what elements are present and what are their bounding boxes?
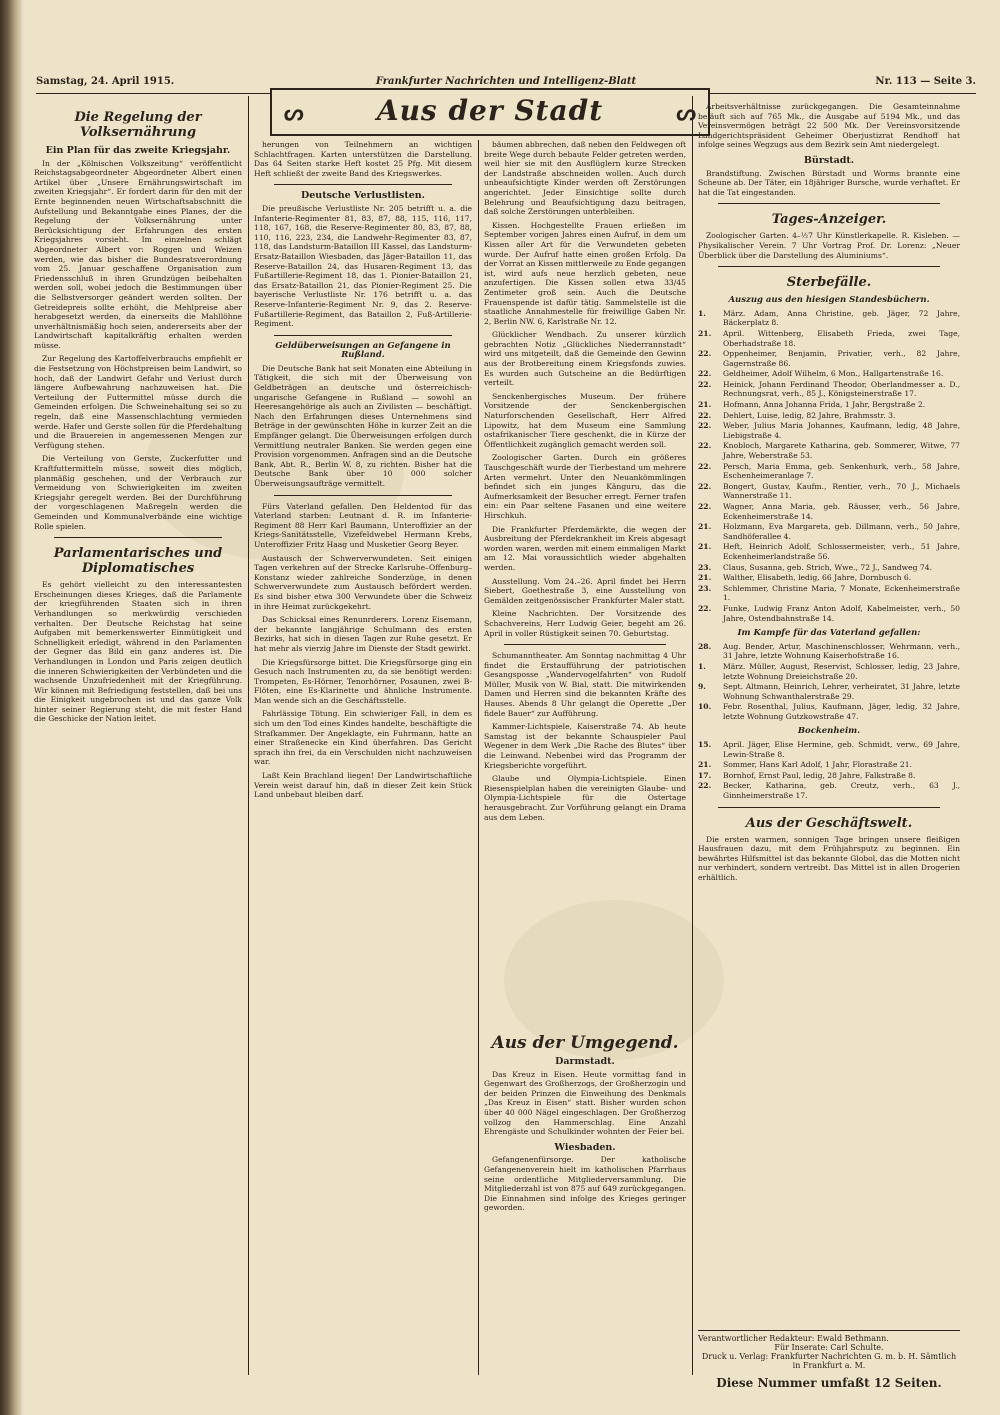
book-binding (0, 0, 22, 1415)
notice-text: März. Müller, August, Reservist, Schlosser, ledig, 23 Jahre, letzte Wohnung Dreieichstraße 20. (723, 661, 960, 681)
notice-date: 10. (698, 702, 712, 712)
header-masthead: Frankfurter Nachrichten und Intelligenz-Blatt (375, 76, 637, 87)
notice-date: 28. (698, 641, 712, 651)
newspaper-page (24, 0, 1000, 1415)
notice-date: 22. (698, 603, 712, 613)
article-paragraph: Fahrlässige Tötung. Ein schwieriger Fall, in dem es sich um den Tod eines Kindes handelte, beschäftigte die Strafkammer. Der Angeklagte, ein Fuhrmann, hatte an einer Straßenecke ein Kind überfahren. Das Gericht sprach ihn frei, da ein Verschulden nicht nachzuweisen war. (254, 709, 472, 767)
notice-text: Dehlert, Luise, ledig, 82 Jahre, Brahmsstr. 3. (723, 410, 896, 420)
section-subheadline: Bockenheim. (797, 726, 861, 737)
notice-text: Becker, Katharina, geb. Creutz, verh., 63 J., Ginnheimerstraße 17. (723, 781, 960, 801)
column-4 (698, 102, 960, 1323)
dateline: Wiesbaden. (554, 1141, 616, 1153)
notice-entry (698, 309, 960, 328)
notice-text: Oppenheimer, Benjamin, Privatier, verh., 82 Jahre, Gagernstraße 86. (723, 349, 960, 368)
notice-date: 21. (698, 328, 712, 338)
notice-date: 22. (698, 369, 712, 379)
article-paragraph: Glücklicher Wendbach. Zu unserer kürzlich gebrachten Notiz „Glückliches Niederrannstadt“ wird uns mitgeteilt, daß die Gemeinde den Gewinn aus der Brotbereitung einem Kriegsfonds zuwies. Es wurden auch Gutscheine an die Bedürftigen verteilt. (484, 330, 686, 388)
notice-text: Wagner, Anna Maria, geb. Räusser, verh., 56 Jahre, Eckenheimerstraße 14. (723, 502, 960, 521)
notice-date: 9. (698, 682, 706, 692)
notice-date: 23. (698, 583, 712, 593)
notice-text: Sommer, Hans Karl Adolf, 1 Jahr, Florastraße 21. (723, 760, 912, 770)
article-paragraph: Glaube und Olympia-Lichtspiele. Einen Riesenspielplan haben die vereinigten Glaube- und Olympia-Lichtspiele für die Ostertage herausgebracht. Zur Vorführung gelangt ein Drama aus dem Leben. (484, 774, 686, 822)
article-paragraph: Gefangenenfürsorge. Der katholische Gefangenenverein hielt im katholischen Pfarrhaus seine ordentliche Mitgliederversammlung. Die Mitgliederzahl ist von 875 auf 649 zurückgegangen. Die Einnahmen sind infolge des Krieges geringer geworden. (484, 1155, 686, 1213)
notice-date: 22. (698, 410, 712, 420)
notice-entry (698, 421, 960, 440)
notice-entry (698, 573, 960, 583)
notice-entry (698, 682, 960, 701)
notice-date: 22. (698, 349, 712, 359)
section-headline: Tages-Anzeiger. (771, 212, 887, 228)
header-issue: Nr. 113 — Seite 3. (875, 76, 976, 87)
notice-text: Walther, Elisabeth, ledig, 66 Jahre, Dornbusch 6. (723, 573, 912, 583)
notice-date: 22. (698, 781, 712, 791)
column-3 (484, 140, 686, 1020)
dateline: Bürstadt. (803, 154, 855, 166)
article-paragraph: Die ersten warmen, sonnigen Tage bringen unsere fleißigen Hausfrauen dazu, mit dem Frühjahrsputz zu beginnen. Ein bewährtes Hilfsmittel ist das bekannte Globol, das die Motten nicht nur verhindert, sondern vertreibt. Das Mittel ist in allen Drogerien erhältlich. (698, 834, 960, 882)
notice-date: 22. (698, 441, 712, 451)
notice-text: Bongert, Gustav, Kaufm., Rentier, verh., 70 J., Michaels Wannerstraße 11. (723, 481, 960, 501)
article-paragraph: Das Schicksal eines Renunrderers. Lorenz Eisemann, der bekannte langjährige Schulmann des ersten Bezirks, hat sich in diesen Tagen zur Ruhe gesetzt. Er hat mehr als vierzig Jahre im Dienste der Stadt gewirkt. (254, 615, 472, 653)
article-paragraph: Laßt Kein Brachland liegen! Der Landwirtschaftliche Verein weist darauf hin, daß in dieser Zeit kein Stück Land unbebaut bleiben darf. (254, 771, 472, 800)
article-paragraph: Die Verteilung von Gerste, Zuckerfutter und Kraftfuttermitteln müsse, soweit dies möglich, planmäßig geschehen, und der Verbrauch zur Vermeidung von Schwierigkeiten im zweiten Kriegsjahr geregelt werden. Bei der Durchführung der vorgeschlagenen Maßregeln werden die Gemeinden und Kommunalverbände eine wichtige Rolle spielen. (34, 454, 242, 531)
notice-text: Knobloch, Margarete Katharina, geb. Sommerer, Witwe, 77 Jahre, Weberstraße 53. (723, 441, 960, 461)
column-3-lower (484, 1028, 686, 1375)
notice-entry (698, 781, 960, 800)
article-paragraph: Zoologischer Garten. 4–½7 Uhr Künstlerkapelle. R. Kisleben. — Physikalischer Verein. 7 Uhr Vortrag Prof. Dr. Lorenz: „Neuer Überblick über die Darstellung des Aluminiums“. (698, 231, 960, 260)
page-count-notice: Diese Nummer umfaßt 12 Seiten. (716, 1376, 942, 1390)
notice-entry (698, 411, 960, 421)
notice-text: Heft, Heinrich Adolf, Schlossermeister, verh., 51 Jahre, Eckenheimerlandstraße 56. (723, 542, 960, 561)
section-subheadline: Auszug aus den hiesigen Standesbüchern. (728, 295, 930, 306)
article-paragraph: Austausch der Schwerverwundeten. Seit einigen Tagen verkehren auf der Strecke Karlsruhe–Offenburg–Konstanz wieder zahlreiche Sonderzüge, in denen Schwerverwundete zum Austausch befördert werden. Es sind bisher etwa 300 Verwundete über die Schweiz in ihre Heimat zurückgekehrt. (254, 553, 472, 611)
bockenheim-list (698, 740, 960, 801)
article-paragraph: Zoologischer Garten. Durch ein größeres Tauschgeschäft wurde der Tierbestand um mehrere Arten vermehrt. Unter den Neuankömmlingen befindet sich ein junges Känguru, das die Aufmerksamkeit der Besucher erregt. Ferner trafen ein: ein Paar seltene Fasanen und eine weitere Hirschkuh. (484, 453, 686, 520)
column-rule (692, 96, 693, 1375)
article-headline: Deutsche Verlustlisten. (301, 190, 425, 202)
notice-entry (698, 369, 960, 379)
notice-text: April. Wittenberg, Elisabeth Frieda, zwei Tage, Oberhadstraße 18. (723, 328, 960, 348)
article-paragraph: Kammer-Lichtspiele, Kaiserstraße 74. Ab heute Samstag ist der bekannte Schauspieler Paul Wegener in dem Werk „Die Rache des Blutes“ über die Leinwand. Nebenbei wird das Programm der Kriegsberichte vorgeführt. (484, 722, 686, 770)
article-paragraph: Die Kriegsfürsorge bittet. Die Kriegsfürsorge ging ein Gesuch nach Instrumenten zu, da sie benötigt werden: Trompeten, Es-Hörner, Tenorhörner, Posaunen, zwei B-Flöten, eine Es-Klarinette und ähnliche Instrumente. Man wende sich an die Geschäftsstelle. (254, 657, 472, 705)
notice-text: März. Adam, Anna Christine, geb. Jäger, 72 Jahre, Bäckerplatz 8. (723, 308, 960, 328)
article-headline: Geldüberweisungen an Gefangene in Rußland. (275, 340, 451, 361)
notice-date: 22. (698, 481, 712, 491)
article-paragraph: Brandstiftung. Zwischen Bürstadt und Worms brannte eine Scheune ab. Der Täter, ein 18jähriger Bursche, wurde verhaftet. Er hat die Tat eingestanden. (698, 168, 960, 197)
section-headline: Sterbefälle. (786, 275, 872, 291)
notice-date: 22. (698, 502, 712, 511)
article-paragraph: bäumen abbrechen, daß neben den Feldwegen oft breite Wege durch bebaute Felder getreten werden, weil hier sie mit den Ausflüglern kurze Strecken der Landstraße abschneiden wollen. Auch durch unbeaufsichtigte Kinder werden oft Zerstörungen angerichtet. Jeder Einsichtige sollte durch Belehrung und Beaufsichtigung dazu beitragen, daß solche Zerstörungen unterbleiben. (484, 140, 686, 217)
notice-entry (698, 349, 960, 368)
article-paragraph: herungen von Teilnehmern an wichtigen Schlachtfragen. Karten unterstützen die Darstellung. Das 64 Seiten starke Heft kostet 25 Pfg. Mit diesem Heft schließt der zweite Band des Kriegswerkes. (254, 140, 472, 178)
column-2 (254, 140, 472, 1375)
notice-entry (698, 400, 960, 410)
notice-entry (698, 482, 960, 501)
notice-text: Persch, Maria Emma, geb. Senkenhurk, verh., 58 Jahre, Eschenheimeranlage 7. (723, 461, 960, 481)
divider (504, 644, 666, 645)
notice-entry (698, 662, 960, 681)
notice-date: 23. (698, 562, 712, 572)
column-rule (478, 140, 479, 1375)
notice-date: 22. (698, 461, 712, 471)
notice-text: Funke, Ludwig Franz Anton Adolf, Kabelmeister, verh., 50 Jahre, Ostendbahnstraße 14. (723, 603, 960, 623)
column-1 (34, 102, 242, 1375)
notice-entry (698, 604, 960, 623)
notice-date: 21. (698, 522, 712, 532)
article-paragraph: Die preußische Verlustliste Nr. 205 betrifft u. a. die Infanterie-Regimenter 81, 83, 87, 88, 115, 116, 117, 118, 167, 168, die Reserve-Regimenter 80, 83, 87, 88, 110, 116, 223, 234, die Landwehr-Regimenter 83, 87, 118, das Landsturm-Bataillon III Kassel, das Landsturm-Ersatz-Bataillon Wiesbaden, das Jäger-Bataillon 11, das Reserve-Bataillon 24, das Husaren-Regiment 13, das Fußartillerie-Regiment 18, das 1. Pionier-Bataillon 21, das Ersatz-Bataillon 21, das Pionier-Regiment 25. Die bayerische Verlustliste Nr. 176 betrifft u. a. das Reserve-Infanterie-Regiment Nr. 9, das 2. Reserve-Fußartillerie-Regiment, das Bataillon 2, Fuß-Artillerie-Regiment. (254, 203, 472, 329)
article-paragraph: Kissen. Hochgestellte Frauen erließen im September vorigen Jahres einen Aufruf, in dem um Kissen aller Art für die Verwundeten gebeten wurde. Der Aufruf hatte einen großen Erfolg. Da der Vorrat an Kissen mittlerweile zu Ende gegangen ist, wird aufs neue herzlich gebeten, neue anzufertigen. Die Kissen sollen etwa 33/45 Zentimeter groß sein. Auch die Deutsche Frauenspende ist dafür tätig. Sammelstelle ist die staatliche Annahmestelle für freiwillige Gaben Nr. 2, Berlin NW. 6, Karlstraße Nr. 12. (484, 220, 686, 326)
ornament-left-icon: ᔕ (284, 100, 304, 126)
ornament-right-icon: ᔕ (676, 100, 696, 126)
section-subheadline: Im Kampfe für das Vaterland gefallen: (737, 628, 921, 639)
article-paragraph: Es gehört vielleicht zu den interessantesten Erscheinungen dieses Krieges, daß die Parlamente der kriegführenden Staaten sich in ihren Verhandlungen so merkwürdig verschieden verhalten. Der Deutsche Reichstag hat seine Aufgaben mit bemerkenswerter Einmütigkeit und Schnelligkeit erledigt, während in den Parlamenten der Gegner das Bild ein ganz anderes ist. Die Verhandlungen in London und Paris zeigen deutlich die inneren Schwierigkeiten der Verbündeten und die wachsende Unzufriedenheit mit der Kriegführung. Wir können mit Befriedigung feststellen, daß bei uns die Einigkeit ungebrochen ist und das ganze Volk hinter seiner Regierung steht, die mit fester Hand die Geschicke der Nation leitet. (34, 580, 242, 724)
article-paragraph: Zur Regelung des Kartoffelverbrauchs empfiehlt er die Festsetzung von Höchstpreisen beim Landwirt, so hoch, daß der Landwirt Gefahr und Verlust durch längere Aufbewahrung nachzuweisen hat. Die Verteilung der Futtermittel müsse durch die Gemeinden erfolgen. Die Schweinehaltung sei so zu regeln, daß eine Massenschlachtung vermieden werde. Hafer und Gerste sollen für die Pferdehaltung und die Brauereien in angemessenen Mengen zur Verfügung stehen. (34, 354, 242, 450)
notice-date: 22. (698, 421, 712, 431)
notice-entry (698, 441, 960, 460)
notice-entry (698, 329, 960, 348)
notice-text: Holzmann, Eva Margareta, geb. Dillmann, verh., 50 Jahre, Sandhöferallee 4. (723, 522, 960, 541)
fallen-soldiers-list (698, 642, 960, 722)
imprint-editor: Verantwortlicher Redakteur: Ewald Bethmann. (698, 1330, 960, 1343)
notice-date: 17. (698, 770, 712, 780)
death-notices-list (698, 309, 960, 623)
divider (274, 184, 452, 185)
article-headline: Die Regelung der Volksernährung (74, 110, 202, 140)
section-title: Aus der Stadt (376, 94, 604, 127)
article-paragraph: Ausstellung. Vom 24.–26. April findet bei Herrn Siebert, Goethestraße 3, eine Ausstellung von Gemälden zeitgenössischer Frankfurter Maler statt. (484, 576, 686, 605)
notice-date: 21. (698, 400, 712, 410)
article-paragraph: Die Frankfurter Pferdemärkte, die wegen der Ausbreitung der Pferdekrankheit im Kreis abgesagt worden waren, werden mit einem einmaligen Markt am 12. Mai voraussichtlich wieder abgehalten werden. (484, 524, 686, 572)
notice-entry (698, 522, 960, 541)
section-headline: Aus der Geschäftswelt. (745, 815, 913, 831)
article-paragraph: In der „Kölnischen Volkszeitung“ veröffentlicht Reichstagsabgeordneter Abgeordneter Albert einen Artikel über „Unsere Ernährungswirtschaft im zweiten Kriegsjahr“. Er fordert darin für den mit der Ernte beginnenden neuen Wirtschaftsabschnitt die Aufstellung und Bekanntgabe eines Planes, der die Regelung der Volksernährung unter Berücksichtigung der Erfahrungen des ersten Kriegsjahres vorsieht. Im einzelnen schlägt Abgeordneter Albert vor: Roggen und Weizen werden, wie das bisher die Bundesratsverordnung vom 25. Januar geschaffene Organisation zum Friedensschluß in ihren Grundzügen beibehalten werden soll, wobei jedoch die Bestimmungen über die Selbstversorger geändert werden sollten. Der Getreidepreis sollte erhöht, die Mehlpreise aber herabgesetzt werden, da einerseits die Mahllöhne unverhältnismäßig hoch seien, andererseits aber der Landwirtschaft kapitalkräftig erhalten werden müsse. (34, 158, 242, 350)
notice-date: 1. (698, 661, 706, 671)
notice-entry (698, 542, 960, 561)
notice-date: 21. (698, 573, 712, 583)
article-paragraph: Das Kreuz in Eisen. Heute vormittag fand in Gegenwart des Großherzogs, der Großherzogin und der beiden Prinzen die Einweihung des Denkmals „Das Kreuz in Eisen“ statt. Bisher wurden schon über 40 000 Nägel eingeschlagen. Der Großherzog vollzog den Hammerschlag. Eine Anzahl Ehrengäste und Schulkinder wohnten der Feier bei. (484, 1069, 686, 1137)
notice-text: Aug. Bender, Artur, Maschinenschlosser, Wehrmann, verh., 31 Jahre, letzte Wohnung Kaiserhofstraße 16. (723, 641, 960, 661)
divider (718, 203, 940, 204)
article-headline: Parlamentarisches und Diplomatisches (53, 546, 223, 577)
header-date: Samstag, 24. April 1915. (36, 76, 175, 87)
notice-text: Sept. Altmann, Heinrich, Lehrer, verheiratet, 31 Jahre, letzte Wohnung Schwanthalerstraße 29. (723, 682, 960, 701)
column-rule (248, 96, 249, 1375)
section-title-box (270, 88, 710, 136)
divider (54, 537, 222, 538)
notice-text: Heinick, Johann Ferdinand Theodor, Oberlandmesser a. D., Rechnungsrat, verh., 85 J., Königsteinerstraße 17. (723, 379, 960, 399)
imprint-publisher: Druck u. Verlag: Frankfurter Nachrichten G. m. b. H. Sämtlich in Frankfurt a. M. (701, 1352, 957, 1370)
section-headline: Aus der Umgegend. (491, 1033, 679, 1053)
notice-text: Claus, Susanna, geb. Strich, Wwe., 72 J., Sandweg 74. (723, 562, 933, 572)
notice-text: Geldheimer, Adolf Wilhelm, 6 Mon., Hallgartenstraße 16. (723, 369, 944, 379)
notice-entry (698, 462, 960, 481)
notice-entry (698, 760, 960, 770)
imprint-ads: Für Inserate: Carl Schulte. (774, 1343, 884, 1352)
notice-text: April. Jäger, Elise Hermine, geb. Schmidt, verw., 69 Jahre, Lewin-Straße 8. (723, 740, 960, 759)
article-subheadline: Ein Plan für das zweite Kriegsjahr. (45, 145, 231, 156)
notice-entry (698, 702, 960, 721)
divider (718, 807, 940, 808)
imprint (698, 1330, 960, 1390)
article-paragraph: Die Deutsche Bank hat seit Monaten eine Abteilung in Tätigkeit, die sich mit der Überweisung von Geldbeträgen an deutsche und österreichisch-ungarische Gefangene in Rußland — sowohl an Heeresangehörige als auch an Zivilisten — beschäftigt. Nach den Erfahrungen dieses Unternehmens sind Beträge in der gewünschten Höhe in kurzer Zeit an die Empfänger gelangt. Die Überweisungen erfolgen durch Vermittlung neutraler Banken. Sie werden gegen eine Provision vorgenommen. Anfragen sind an die Deutsche Bank, Abt. R., Berlin W. 8, zu richten. Bisher hat die Deutsche Bank über 10 000 solcher Überweisungsaufträge vermittelt. (254, 363, 472, 488)
article-paragraph: Arbeitsverhältnisse zurückgegangen. Die Gesamteinnahme beläuft sich auf 765 Mk., die Ausgabe auf 5194 Mk., und das Vereinsvermögen beträgt 22 500 Mk. Der Vereinsvorsitzende Landgerichtspräsident Geheimer Oberjustizrat Rendhoff hat infolge seines Wegzugs aus dem Bezirk sein Amt niedergelegt. (698, 102, 960, 150)
article-paragraph: Kleine Nachrichten. Der Vorsitzende des Schachvereins, Herr Ludwig Geier, begeht am 26. April in voller Rüstigkeit seinen 70. Geburtstag. (484, 609, 686, 638)
notice-text: Schlemmer, Christine Maria, 7 Monate, Eckenheimerstraße 1. (723, 583, 960, 603)
notice-text: Bornhof, Ernst Paul, ledig, 28 Jahre, Falkstraße 8. (723, 770, 916, 780)
notice-date: 21. (698, 542, 712, 552)
notice-entry (698, 563, 960, 573)
notice-text: Febr. Rosenthal, Julius, Kaufmann, Jäger, ledig, 32 Jahre, letzte Wohnung Gutzkowstraße 47. (723, 702, 960, 721)
article-paragraph: Schumanntheater. Am Sonntag nachmittag 4 Uhr findet die Erstaufführung der patriotischen Gesangsposse „Wandervogelfahrten“ von Rudolf Müller, Musik von W. Bial, statt. Die mitwirkenden Damen und Herren sind die bekannten Kräfte des Hauses. Abends 8 Uhr gelangt die Operette „Der fidele Bauer“ zur Aufführung. (484, 651, 686, 718)
notice-entry (698, 380, 960, 399)
notice-date: 15. (698, 740, 712, 750)
notice-date: 22. (698, 379, 712, 389)
divider (274, 495, 452, 496)
notice-entry (698, 502, 960, 521)
divider (718, 266, 940, 267)
dateline: Darmstadt. (555, 1056, 615, 1067)
notice-text: Weber, Julius Maria Johannes, Kaufmann, ledig, 48 Jahre, Liebigstraße 4. (723, 421, 960, 440)
notice-text: Hofmann, Anna Johanna Frida, 1 Jahr, Bergstraße 2. (723, 400, 926, 410)
article-paragraph: Senckenbergisches Museum. Der frühere Vorsitzende der Senckenbergischen Naturforschenden Gesellschaft, Herr Alfred Lipowitz, hat dem Museum eine Sammlung ostafrikanischer Tiere geschenkt, die in Kürze der Öffentlichkeit zugänglich gemacht werden soll. (484, 391, 686, 449)
divider (274, 335, 452, 336)
notice-date: 1. (698, 308, 706, 318)
notice-entry (698, 642, 960, 661)
article-paragraph: Fürs Vaterland gefallen. Den Heldentod für das Vaterland starben: Leutnant d. R. im Infanterie-Regiment 88 Herr Karl Baumann, Unteroffizier an der Kriegs-Sanitätsstelle, Vizefeldwebel Hermann Krebs, Unteroffizier Fritz Haag und Musketier Georg Beyer. (254, 501, 472, 549)
notice-entry (698, 740, 960, 759)
notice-date: 21. (698, 760, 712, 770)
notice-entry (698, 584, 960, 603)
notice-entry (698, 771, 960, 781)
